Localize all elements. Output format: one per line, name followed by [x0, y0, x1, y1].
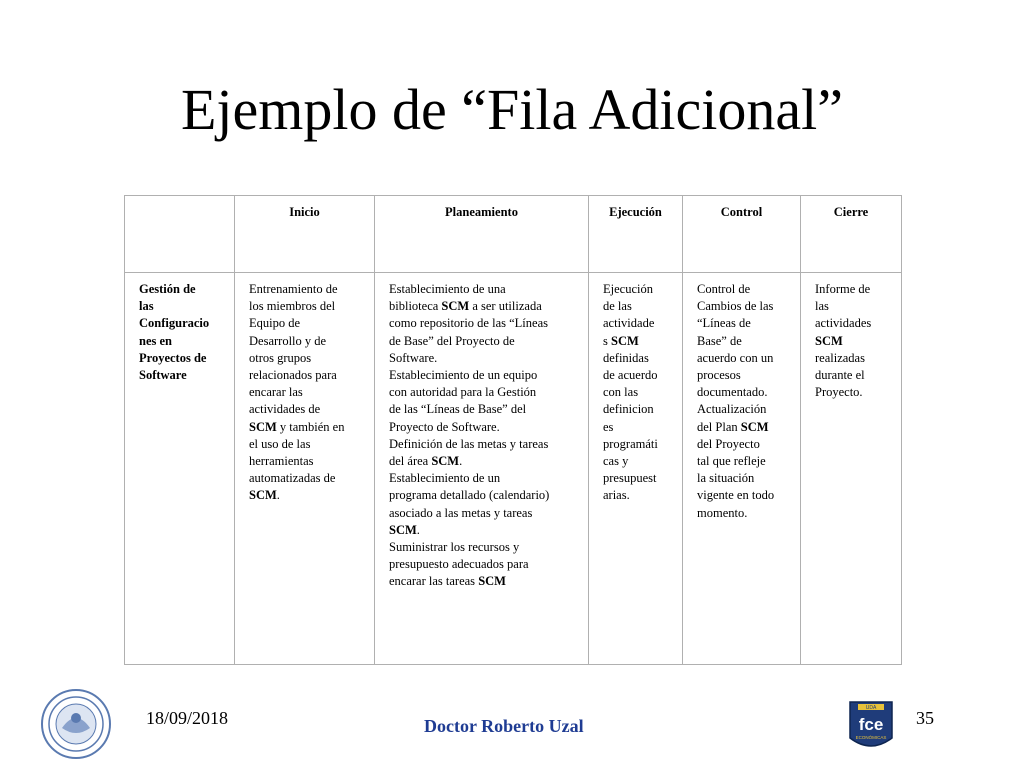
university-seal-icon — [40, 688, 112, 760]
cell-line: nes en — [139, 333, 172, 348]
cell-line: de Base” del Proyecto de — [389, 333, 515, 348]
cell-line: como repositorio de las “Líneas — [389, 316, 548, 331]
cell-line: relacionados para — [249, 368, 337, 383]
cell-control — [683, 273, 801, 665]
cell-line: Establecimiento de un equipo — [389, 368, 538, 383]
cell-planeamiento — [375, 273, 589, 665]
cell-line: programa detallado (calendario) — [389, 488, 550, 503]
cell-line: Establecimiento de una — [389, 282, 506, 296]
cell-line: del Plan SCM — [697, 419, 769, 434]
cell-line: de las — [603, 299, 632, 314]
cell-line: durante el — [815, 368, 865, 383]
cell-line: SCM — [815, 333, 843, 348]
cell-line: de las “Líneas de Base” del — [389, 402, 527, 417]
cell-line: Proyectos de — [139, 350, 207, 365]
cell-line: de acuerdo — [603, 368, 658, 383]
cell-line: programáti — [603, 436, 658, 451]
cell-line: del Proyecto — [697, 436, 760, 451]
svg-text:ECONÓMICAS: ECONÓMICAS — [855, 735, 887, 740]
cell-line: Actualización — [697, 402, 767, 417]
cell-line: definidas — [603, 350, 649, 365]
header-cierre: Cierre — [801, 196, 902, 273]
cell-line: documentado. — [697, 385, 768, 400]
header-ejecucion: Ejecución — [589, 196, 683, 273]
cell-line: Proyecto. — [815, 385, 863, 400]
svg-text:fce: fce — [858, 715, 884, 734]
cell-line: es — [603, 419, 614, 434]
cell-line: Suministrar los recursos y — [389, 540, 520, 555]
cell-cierre — [801, 273, 902, 665]
header-inicio: Inicio — [235, 196, 375, 273]
footer-author: Doctor Roberto Uzal — [424, 716, 584, 736]
footer-date: 18/09/2018 — [146, 708, 229, 728]
cell-line: con las — [603, 385, 639, 400]
header-planeamiento: Planeamiento — [375, 196, 589, 273]
cell-line: Gestión de — [139, 282, 196, 296]
cell-line: presupuesto adecuados para — [389, 557, 529, 572]
cell-line: realizadas — [815, 350, 865, 365]
cell-line: cas y — [603, 454, 629, 469]
cell-line: SCM. — [389, 522, 420, 537]
cell-line: encarar las — [249, 385, 303, 400]
cell-line: momento. — [697, 505, 748, 520]
cell-line: tal que refleje — [697, 454, 766, 469]
cell-line: actividade — [603, 316, 655, 331]
cell-line: con autoridad para la Gestión — [389, 385, 537, 400]
table-row — [125, 273, 902, 665]
cell-line: Desarrollo y de — [249, 333, 327, 348]
cell-line: Configuracio — [139, 316, 210, 331]
cell-line: actividades de — [249, 402, 321, 417]
cell-line: s SCM — [603, 333, 639, 348]
cell-line: encarar las tareas SCM — [389, 574, 506, 589]
slide-title: Ejemplo de “Fila Adicional” — [181, 77, 843, 142]
header-empty — [125, 196, 235, 273]
cell-line: del área SCM. — [389, 454, 463, 469]
header-control: Control — [683, 196, 801, 273]
cell-line: Entrenamiento de — [249, 282, 338, 296]
cell-line: SCM. — [249, 488, 280, 503]
cell-line: Software. — [389, 350, 438, 365]
cell-inicio — [235, 273, 375, 665]
cell-line: Definición de las metas y tareas — [389, 436, 549, 451]
cell-line: biblioteca SCM a ser utilizada — [389, 299, 542, 314]
cell-line: definicion — [603, 402, 654, 417]
cell-line: Ejecución — [603, 282, 653, 296]
cell-line: arias. — [603, 488, 630, 503]
cell-line: las — [139, 299, 154, 314]
row-label-cell — [125, 273, 235, 665]
cell-line: actividades — [815, 316, 872, 331]
cell-line: “Líneas de — [697, 316, 751, 331]
cell-line: acuerdo con un — [697, 350, 774, 365]
cell-line: automatizadas de — [249, 471, 336, 486]
cell-line: asociado a las metas y tareas — [389, 505, 533, 520]
table-header-row — [125, 196, 902, 273]
cell-line: vigente en todo — [697, 488, 775, 503]
svg-text:UDA: UDA — [865, 705, 877, 711]
cell-line: Control de — [697, 282, 751, 296]
cell-line: otros grupos — [249, 350, 312, 365]
cell-line: las — [815, 299, 829, 314]
page-number: 35 — [916, 708, 934, 728]
cell-line: la situación — [697, 471, 755, 486]
cell-line: Informe de — [815, 282, 871, 296]
cell-ejecucion — [589, 273, 683, 665]
cell-line: Proyecto de Software. — [389, 419, 500, 434]
cell-line: Equipo de — [249, 316, 301, 331]
cell-line: presupuest — [603, 471, 657, 486]
scm-table — [124, 195, 902, 665]
cell-line: SCM y también en — [249, 419, 345, 434]
fce-logo-icon — [846, 698, 896, 754]
cell-line: Cambios de las — [697, 299, 774, 314]
cell-line: Software — [139, 368, 187, 383]
cell-line: procesos — [697, 368, 741, 383]
cell-line: los miembros del — [249, 299, 336, 314]
cell-line: Base” de — [697, 333, 742, 348]
cell-line: Establecimiento de un — [389, 471, 501, 486]
cell-line: el uso de las — [249, 436, 311, 451]
cell-line: herramientas — [249, 454, 314, 469]
